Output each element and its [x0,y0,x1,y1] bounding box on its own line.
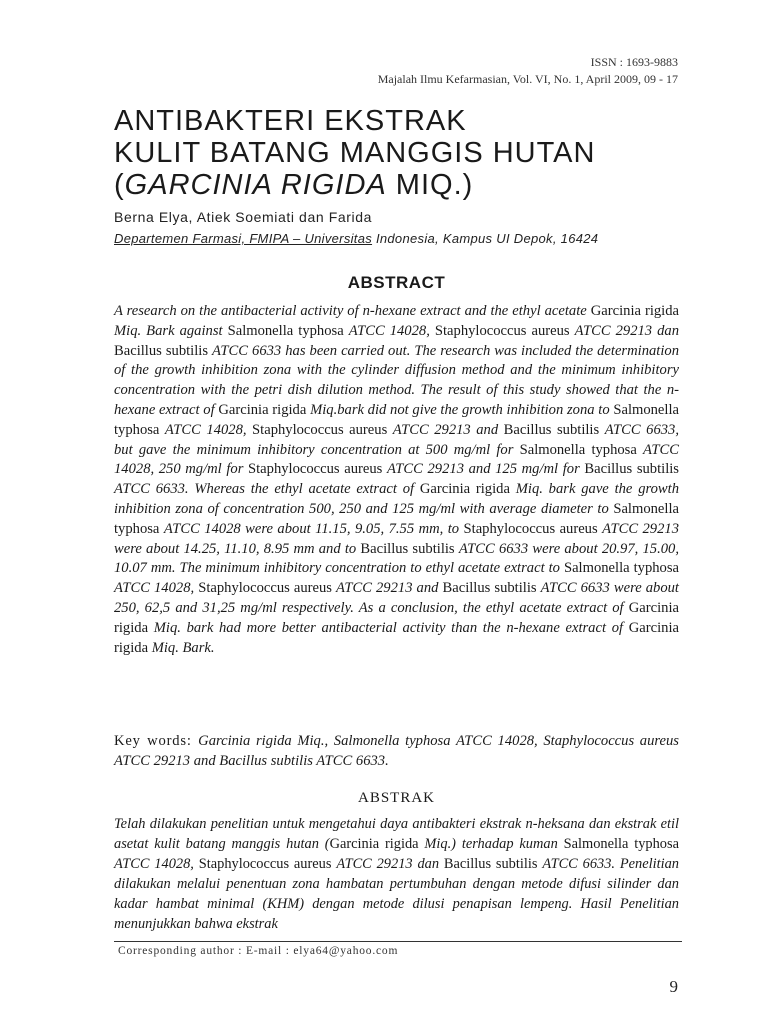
species-name: Garcinia rigida [590,303,679,319]
title-line-1: ANTIBAKTERI EKSTRAK [114,105,467,137]
italic-text-run: ATCC 14028, 250 mg/ml for [114,441,679,478]
species-name: Staphylococcus aureus [248,461,387,478]
abstrak-paragraph [114,814,679,934]
keywords [114,732,679,772]
journal-citation: Majalah Ilmu Kefarmasian, Vol. VI, No. 1, April 2009, 09 - 17 [377,72,678,86]
italic-text-run: Miq.bark did not give the growth inhibition zona to [310,401,614,418]
article-title [114,105,674,201]
italic-text-run: ATCC 14028, [164,421,253,438]
italic-text-run: ATCC 6633. Penelitian dilakukan melalui penentuan zona hambatan pertumbuhan dengan metode difusi silinder dan kadar hambat minimal (KHM) dengan metode dilusi penapisan lempeng. Hasil Penelitian menunjukkan bahwa ekstrak [114,856,679,932]
title-line-3 [114,169,674,201]
species-name: Salmonella typhosa [563,560,679,577]
keywords-label: Key words: [114,733,199,749]
species-name: Bacillus subtilis [360,540,459,557]
species-name: Staphylococcus aureus [198,580,336,597]
corresponding-author-footnote: Corresponding author : E-mail : elya64@yahoo.com [118,945,399,957]
italic-text-run: ATCC 29213 and [336,580,443,597]
species-name: Bacillus subtilis [584,461,679,478]
abstract-heading: ABSTRACT [347,273,446,292]
species-name: Staphylococcus aureus [463,520,603,537]
affiliation-department: Departemen Farmasi, FMIPA – Universitas [114,231,373,246]
species-name: Garcinia rigida [218,401,311,418]
species-name: Salmonella typhosa [519,441,644,458]
abstrak-body [114,814,679,934]
author-list: Berna Elya, Atiek Soemiati dan Farida [114,209,372,225]
italic-text-run: ATCC 6633, but gave the minimum inhibitory concentration at 500 mg/ml for [114,421,679,458]
italic-text-run: ATCC 6633 has been carried out. The research was included the determination of the growth inhibition zona with the cylinder diffusion method and the minimum inhibitory concentration with the petri dish dilution method. The result of this study showed that the n-hexane extract of [114,342,680,418]
species-name: Bacillus subtilis [114,342,213,359]
italic-text-run: Miq. bark gave the growth inhibition zona of concentration 500, 250 and 125 mg/ml with average diameter to [114,481,680,517]
species-name: Salmonella typhosa [114,401,680,438]
page-number: 9 [669,977,678,996]
species-name: Bacillus subtilis [443,856,543,872]
italic-text-run: Miq. Bark. [151,639,215,656]
italic-text-run: ATCC 14028, [348,322,435,339]
italic-text-run: ATCC 29213 and 125 mg/ml for [386,461,585,478]
italic-text-run: ATCC 29213 dan [336,856,444,872]
issn-line: ISSN : 1693-9883 [590,55,678,69]
title-paren-open: ( [114,169,125,201]
species-name: Bacillus subtilis [503,421,605,438]
italic-text-run: ATCC 29213 and [392,421,504,438]
italic-text-run: Miq.) terhadap kuman [424,836,564,852]
italic-text-run: ATCC 6633 were about 20.97, 15.00, 10.07 mm. The minimum inhibitory concentration to ethyl acetate extract to [114,540,679,577]
abstrak-heading: ABSTRAK [357,790,435,806]
affiliation-location: Indonesia, Kampus UI Depok, 16424 [372,231,599,246]
italic-text-run: ATCC 6633. Whereas the ethyl acetate extract of [114,481,420,498]
species-name: Garcinia rigida [114,599,679,636]
italic-text-run: ATCC 14028 were about 11.15, 9.05, 7.55 mm, to [163,520,464,537]
species-name: Bacillus subtilis [442,580,541,597]
species-name: Garcinia rigida [329,836,425,852]
italic-text-run: ATCC 14028, [114,856,199,872]
italic-text-run: ATCC 14028, [114,580,199,597]
italic-text-run: A research on the antibacterial activity of n-hexane extract and the ethyl acetate [114,303,591,319]
title-line-2: KULIT BATANG MANGGIS HUTAN [114,137,596,169]
italic-text-run: Miq. Bark against [114,322,228,339]
species-name: Salmonella typhosa [114,500,679,537]
keywords-text: Garcinia rigida Miq., Salmonella typhosa ATCC 14028, Staphylococcus aureus ATCC 29213 and Bacillus subtilis ATCC 6633. [114,733,679,769]
species-name: Staphylococcus aureus [434,322,575,339]
species-name: Staphylococcus aureus [198,856,337,872]
species-name: Garcinia rigida [419,481,516,498]
species-name: Salmonella typhosa [227,322,349,339]
species-name: Salmonella typhosa [563,836,679,852]
title-paren-close: MIQ.) [386,169,474,201]
title-species-italic: GARCINIA RIGIDA [124,169,387,201]
italic-text-run: ATCC 29213 dan [574,322,680,339]
italic-text-run: Miq. bark had more better antibacterial activity than the n-hexane extract of [153,619,629,636]
footnote-divider [114,941,682,942]
journal-header [378,54,678,88]
italic-text-run: ATCC 29213 were about 14.25, 11.10, 8.95 mm and to [114,520,679,557]
italic-text-run: Telah dilakukan penelitian untuk mengetahui daya antibakteri ekstrak n-heksana dan ekstrak etil asetat kulit batang manggis hutan ( [114,816,679,852]
abstract-body [114,302,679,658]
species-name: Staphylococcus aureus [252,421,393,438]
abstract-paragraph [114,302,679,658]
author-affiliation [114,231,654,246]
italic-text-run: ATCC 6633 were about 250, 62,5 and 31,25 mg/ml respectively. As a conclusion, the ethyl acetate extract of [114,580,679,616]
species-name: Garcinia rigida [114,619,679,656]
